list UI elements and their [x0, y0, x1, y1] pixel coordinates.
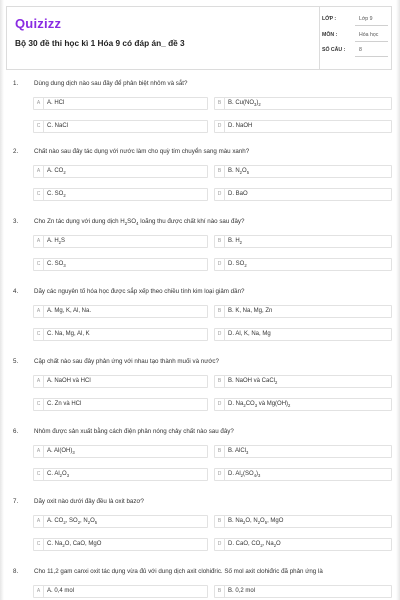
- answer-option-d[interactable]: [214, 538, 392, 551]
- option-text: A. $H_2S$: [47, 238, 66, 246]
- question-number: 3.: [13, 218, 19, 225]
- option-text: D. $Al_2(SO_4)_3$: [228, 471, 261, 479]
- answer-option-a[interactable]: [33, 585, 208, 598]
- option-text: A. $Al(OH)_3$: [47, 448, 75, 456]
- question-text: Dãy oxit nào dưới đây đều là oxit bazơ?: [34, 498, 144, 505]
- answer-option-b[interactable]: [214, 515, 392, 528]
- option-letter: B: [215, 446, 225, 457]
- question-text: Cho Zn tác dụng với dung dịch $H_2SO_4$ loãng thu được chất khí nào sau đây?: [34, 218, 245, 227]
- question-text: Chất nào sau đây tác dụng với nước làm cho quỳ tím chuyển sang màu xanh?: [34, 148, 250, 155]
- answer-option-d[interactable]: [214, 120, 392, 133]
- answer-option-c[interactable]: [33, 398, 208, 411]
- option-letter: D: [215, 189, 225, 200]
- option-letter: A: [34, 376, 44, 387]
- answer-option-d[interactable]: [214, 468, 392, 481]
- option-letter: A: [34, 446, 44, 457]
- question-number: 7.: [13, 498, 19, 505]
- option-text: D. Al, K, Na, Mg: [228, 331, 271, 337]
- option-text: B. 0,2 mol: [228, 588, 256, 594]
- option-letter: D: [215, 539, 225, 550]
- option-text: B. NaOH và CaCl$_2$: [228, 378, 278, 386]
- option-letter: A: [34, 306, 44, 317]
- option-letter: B: [215, 376, 225, 387]
- answer-option-b[interactable]: [214, 97, 392, 110]
- answer-option-c[interactable]: [33, 468, 208, 481]
- question-number: 2.: [13, 148, 19, 155]
- option-text: B. AlCl$_3$: [228, 448, 249, 456]
- answer-option-c[interactable]: [33, 258, 208, 271]
- option-text: B. $Cu(NO_3)_2$: [228, 100, 261, 108]
- page-shadow-right: [396, 0, 400, 600]
- option-letter: B: [215, 516, 225, 527]
- option-text: D. $Na_2CO_3$ và $Mg(OH)_2$: [228, 401, 291, 409]
- answer-option-b[interactable]: [214, 165, 392, 178]
- option-text: C. NaCl: [47, 123, 69, 129]
- answer-option-c[interactable]: [33, 538, 208, 551]
- answer-option-a[interactable]: [33, 445, 208, 458]
- option-text: D. $SO_2$: [228, 261, 247, 269]
- grade-underline: [355, 25, 388, 26]
- option-letter: A: [34, 236, 44, 247]
- option-letter: D: [215, 469, 225, 480]
- option-letter: B: [215, 236, 225, 247]
- option-letter: C: [34, 539, 44, 550]
- answer-option-a[interactable]: [33, 515, 208, 528]
- answer-option-c[interactable]: [33, 188, 208, 201]
- answer-option-a[interactable]: [33, 375, 208, 388]
- count-label: SỐ CÂU :: [322, 47, 346, 53]
- option-letter: D: [215, 259, 225, 270]
- answer-option-b[interactable]: [214, 375, 392, 388]
- answer-option-d[interactable]: [214, 188, 392, 201]
- answer-option-d[interactable]: [214, 258, 392, 271]
- option-text: A. $CO_2$: [47, 168, 66, 176]
- question-number: 4.: [13, 288, 19, 295]
- grade-value: Lớp 9: [359, 16, 373, 22]
- subject-underline: [355, 41, 388, 42]
- option-letter: B: [215, 586, 225, 597]
- option-text: A. HCl: [47, 100, 65, 106]
- option-letter: B: [215, 98, 225, 109]
- option-text: C. $Al_2O_3$: [47, 471, 70, 479]
- answer-option-c[interactable]: [33, 120, 208, 133]
- question-text: Cho 11,2 gam canxi oxit tác dụng vừa đủ với dung dịch axit clohiđric. Số mol axit clohiđric đã phản ứng là: [34, 568, 323, 575]
- option-text: C. $SO_3$: [47, 261, 66, 269]
- option-letter: D: [215, 329, 225, 340]
- option-text: A. $CO_2$, $SO_2$, $N_2O_5$: [47, 518, 98, 526]
- option-text: B. $Na_2O$, $N_2O_5$, MgO: [228, 518, 284, 526]
- option-letter: D: [215, 399, 225, 410]
- option-text: D. CaO, $CO_2$, $Na_2O$: [228, 541, 281, 549]
- option-letter: C: [34, 469, 44, 480]
- option-letter: A: [34, 516, 44, 527]
- option-text: C. Zn và HCl: [47, 401, 82, 407]
- quizizz-logo: Quizizz: [15, 16, 62, 31]
- answer-option-a[interactable]: [33, 165, 208, 178]
- option-text: A. NaOH và HCl: [47, 378, 91, 384]
- question-number: 6.: [13, 428, 19, 435]
- subject-value: Hóa học: [359, 32, 379, 38]
- option-text: A. 0,4 mol: [47, 588, 75, 594]
- option-letter: B: [215, 166, 225, 177]
- subject-label: MÔN :: [322, 32, 338, 38]
- meta-divider: [319, 7, 320, 69]
- option-text: B. $H_2$: [228, 238, 243, 246]
- answer-option-d[interactable]: [214, 328, 392, 341]
- option-letter: C: [34, 329, 44, 340]
- answer-option-c[interactable]: [33, 328, 208, 341]
- answer-option-b[interactable]: [214, 585, 392, 598]
- answer-option-a[interactable]: [33, 97, 208, 110]
- option-letter: C: [34, 189, 44, 200]
- option-letter: C: [34, 259, 44, 270]
- question-text: Cặp chất nào sau đây phản ứng với nhau tạo thành muối và nước?: [34, 358, 219, 365]
- option-text: D. BaO: [228, 191, 248, 197]
- question-text: Nhôm được sản xuất bằng cách điện phân nóng chảy chất nào sau đây?: [34, 428, 234, 435]
- option-text: C. $SO_2$: [47, 191, 66, 199]
- option-text: A. Mg, K, Al, Na.: [47, 308, 92, 314]
- option-letter: B: [215, 306, 225, 317]
- worksheet-title: Bộ 30 đề thi học kì 1 Hóa 9 có đáp án_ đề 3: [15, 38, 185, 48]
- count-value: 8: [359, 47, 362, 53]
- question-number: 5.: [13, 358, 19, 365]
- option-text: B. K, Na, Mg, Zn: [228, 308, 273, 314]
- option-letter: D: [215, 121, 225, 132]
- option-text: B. $N_2O_5$: [228, 168, 250, 176]
- count-underline: [355, 56, 388, 57]
- answer-option-b[interactable]: [214, 235, 392, 248]
- page-shadow-left: [0, 0, 4, 600]
- option-letter: C: [34, 121, 44, 132]
- option-text: C. $Na_2O$, CaO, MgO: [47, 541, 102, 549]
- option-letter: A: [34, 98, 44, 109]
- answer-option-a[interactable]: [33, 305, 208, 318]
- option-letter: A: [34, 586, 44, 597]
- option-text: C. Na, Mg, Al, K: [47, 331, 90, 337]
- grade-label: LỚP :: [322, 16, 337, 22]
- answer-option-b[interactable]: [214, 305, 392, 318]
- question-number: 1.: [13, 80, 19, 87]
- question-number: 8.: [13, 568, 19, 575]
- answer-option-a[interactable]: [33, 235, 208, 248]
- option-letter: C: [34, 399, 44, 410]
- answer-option-d[interactable]: [214, 398, 392, 411]
- question-text: Dùng dung dịch nào sau đây để phân biệt nhôm và sắt?: [34, 80, 188, 87]
- option-letter: A: [34, 166, 44, 177]
- question-text: Dãy các nguyên tố hóa học được sắp xếp theo chiều tính kim loại giảm dần?: [34, 288, 245, 295]
- option-text: D. NaOH: [228, 123, 253, 129]
- answer-option-b[interactable]: [214, 445, 392, 458]
